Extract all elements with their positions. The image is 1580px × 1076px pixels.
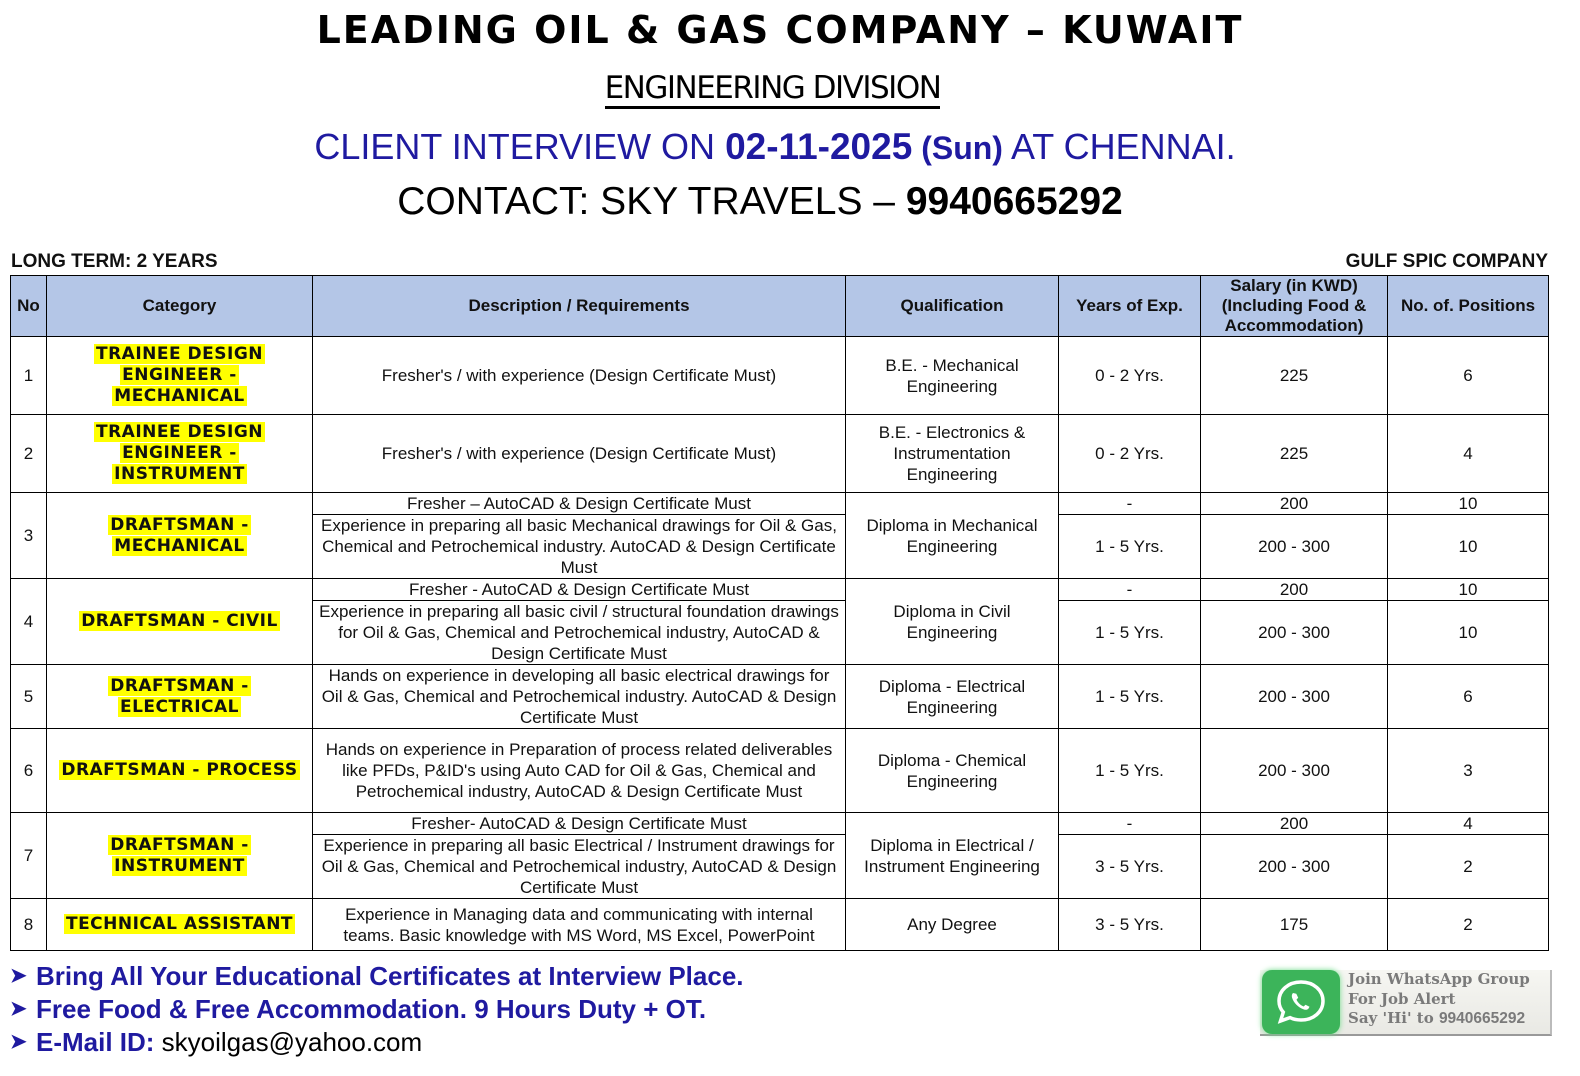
interview-date: 02-11-2025: [725, 126, 913, 167]
interview-day: (Sun): [912, 130, 1003, 166]
whatsapp-say-hi: Say 'Hi' to: [1348, 1009, 1439, 1027]
category-highlight: TRAINEE DESIGN ENGINEER - INSTRUMENT: [95, 422, 263, 484]
cell-experience-fresher: -: [1059, 493, 1201, 515]
cell-no: 2: [11, 415, 47, 493]
whatsapp-line2: For Job Alert: [1348, 989, 1456, 1008]
category-highlight: DRAFTSMAN - PROCESS: [61, 760, 298, 780]
cell-experience: 1 - 5 Yrs.: [1059, 729, 1201, 813]
division-heading: [0, 70, 1545, 109]
interview-prefix: CLIENT INTERVIEW ON: [314, 126, 726, 167]
cell-no: 8: [11, 899, 47, 951]
cell-experience: 0 - 2 Yrs.: [1059, 337, 1201, 415]
note-text: Free Food & Free Accommodation. 9 Hours Duty + OT.: [36, 994, 707, 1024]
cell-no: 4: [11, 579, 47, 665]
whatsapp-icon: [1262, 970, 1340, 1034]
cell-qualification: Diploma in Electrical / Instrument Engineering: [846, 813, 1059, 899]
interview-line: [0, 126, 1550, 168]
cell-positions-fresher: 10: [1388, 493, 1549, 515]
cell-salary-fresher: 200: [1201, 493, 1388, 515]
cell-no: 3: [11, 493, 47, 579]
email-label: E-Mail ID:: [36, 1027, 162, 1057]
whatsapp-number: 9940665292: [1438, 1010, 1526, 1027]
category-highlight: TRAINEE DESIGN ENGINEER - MECHANICAL: [95, 344, 263, 406]
cell-description-fresher: Fresher- AutoCAD & Design Certificate Must: [313, 813, 846, 835]
note-email: [10, 1026, 744, 1059]
cell-category: [47, 337, 313, 415]
cell-positions: 6: [1388, 665, 1549, 729]
category-highlight: TECHNICAL ASSISTANT: [65, 914, 294, 934]
col-header-category: Category: [47, 276, 313, 337]
cell-qualification: Diploma in Civil Engineering: [846, 579, 1059, 665]
cell-qualification: Diploma - Electrical Engineering: [846, 665, 1059, 729]
contract-term: LONG TERM: 2 YEARS: [11, 251, 218, 272]
cell-positions: 2: [1388, 899, 1549, 951]
cell-no: 7: [11, 813, 47, 899]
col-header-experience: Years of Exp.: [1059, 276, 1201, 337]
cell-qualification: B.E. - Electronics & Instrumentation Engineering: [846, 415, 1059, 493]
cell-experience: 3 - 5 Yrs.: [1059, 899, 1201, 951]
col-header-description: Description / Requirements: [313, 276, 846, 337]
page-title: LEADING OIL & GAS COMPANY – KUWAIT: [316, 8, 1244, 52]
cell-qualification: Diploma in Mechanical Engineering: [846, 493, 1059, 579]
cell-category: [47, 665, 313, 729]
email-address[interactable]: skyoilgas@yahoo.com: [161, 1027, 423, 1057]
cell-salary: 175: [1201, 899, 1388, 951]
whatsapp-line1: Join WhatsApp Group: [1348, 970, 1530, 988]
cell-category: [47, 899, 313, 951]
whatsapp-text: [1348, 970, 1530, 1029]
cell-salary: 225: [1201, 337, 1388, 415]
table-row: [11, 337, 1549, 415]
company-name: GULF SPIC COMPANY: [1345, 251, 1548, 272]
table-row: [11, 415, 1549, 493]
category-highlight: DRAFTSMAN - MECHANICAL: [110, 514, 249, 556]
cell-category: [47, 813, 313, 899]
cell-positions-experienced: 10: [1388, 515, 1549, 579]
whatsapp-banner[interactable]: [1260, 970, 1552, 1036]
arrow-right-icon: ➤: [10, 998, 27, 1020]
contact-line: [0, 180, 1520, 224]
cell-positions-experienced: 2: [1388, 835, 1549, 899]
table-row: [11, 729, 1549, 813]
category-highlight: DRAFTSMAN - CIVIL: [81, 611, 278, 631]
arrow-right-icon: ➤: [10, 965, 27, 987]
interview-suffix: AT CHENNAI.: [1002, 126, 1236, 167]
table-row: [11, 665, 1549, 729]
table-row: [11, 899, 1549, 951]
cell-description-experienced: Experience in preparing all basic civil / structural foundation drawings for Oil & Gas, Chemical and Petrochemical industry, AutoCAD & Design Certificate Must: [313, 601, 846, 665]
cell-no: 6: [11, 729, 47, 813]
col-header-no: No: [11, 276, 47, 337]
cell-description: Hands on experience in developing all basic electrical drawings for Oil & Gas, Chemical and Petrochemical industry. AutoCAD & Design Certificate Must: [313, 665, 846, 729]
jobs-table: [10, 275, 1549, 951]
cell-qualification: Any Degree: [846, 899, 1059, 951]
cell-positions: 3: [1388, 729, 1549, 813]
cell-experience-experienced: 3 - 5 Yrs.: [1059, 835, 1201, 899]
cell-salary-experienced: 200 - 300: [1201, 515, 1388, 579]
cell-experience-fresher: -: [1059, 579, 1201, 601]
whatsapp-line3: [1348, 1009, 1530, 1029]
table-row: [11, 813, 1549, 835]
cell-description-fresher: Fresher - AutoCAD & Design Certificate Must: [313, 579, 846, 601]
cell-salary: 200 - 300: [1201, 729, 1388, 813]
cell-description: Fresher's / with experience (Design Certificate Must): [313, 337, 846, 415]
category-highlight: DRAFTSMAN - ELECTRICAL: [110, 675, 249, 717]
cell-positions-fresher: 10: [1388, 579, 1549, 601]
cell-salary-fresher: 200: [1201, 579, 1388, 601]
cell-description-experienced: Experience in preparing all basic Mechanical drawings for Oil & Gas, Chemical and Petrochemical industry. AutoCAD & Design Certificate Must: [313, 515, 846, 579]
cell-description: Experience in Managing data and communicating with internal teams. Basic knowledge with MS Word, MS Excel, PowerPoint: [313, 899, 846, 951]
cell-category: [47, 415, 313, 493]
col-header-positions: No. of. Positions: [1388, 276, 1549, 337]
note-benefits: [10, 993, 744, 1026]
cell-salary-experienced: 200 - 300: [1201, 835, 1388, 899]
cell-description: Fresher's / with experience (Design Certificate Must): [313, 415, 846, 493]
cell-positions-fresher: 4: [1388, 813, 1549, 835]
cell-no: 5: [11, 665, 47, 729]
table-row: [11, 579, 1549, 601]
cell-positions-experienced: 10: [1388, 601, 1549, 665]
col-header-qualification: Qualification: [846, 276, 1059, 337]
cell-experience-fresher: -: [1059, 813, 1201, 835]
cell-experience-experienced: 1 - 5 Yrs.: [1059, 515, 1201, 579]
col-header-salary: Salary (in KWD) (Including Food & Accommodation): [1201, 276, 1388, 337]
contact-prefix: CONTACT: SKY TRAVELS –: [397, 180, 906, 223]
cell-category: [47, 729, 313, 813]
cell-qualification: B.E. - Mechanical Engineering: [846, 337, 1059, 415]
cell-experience: 1 - 5 Yrs.: [1059, 665, 1201, 729]
cell-salary-fresher: 200: [1201, 813, 1388, 835]
cell-salary: 225: [1201, 415, 1388, 493]
cell-qualification: Diploma - Chemical Engineering: [846, 729, 1059, 813]
cell-description-experienced: Experience in preparing all basic Electrical / Instrument drawings for Oil & Gas, Chemical and Petrochemical industry, AutoCAD & Design Certificate Must: [313, 835, 846, 899]
cell-description-fresher: Fresher – AutoCAD & Design Certificate Must: [313, 493, 846, 515]
note-text: Bring All Your Educational Certificates at Interview Place.: [36, 961, 744, 991]
contact-phone: 9940665292: [905, 180, 1123, 223]
table-header-row: [11, 276, 1549, 337]
category-highlight: DRAFTSMAN - INSTRUMENT: [110, 834, 249, 876]
division-text: ENGINEERING DIVISION: [605, 70, 941, 109]
note-certificates: [10, 960, 744, 993]
cell-experience-experienced: 1 - 5 Yrs.: [1059, 601, 1201, 665]
cell-positions: 6: [1388, 337, 1549, 415]
cell-experience: 0 - 2 Yrs.: [1059, 415, 1201, 493]
cell-positions: 4: [1388, 415, 1549, 493]
cell-no: 1: [11, 337, 47, 415]
cell-salary-experienced: 200 - 300: [1201, 601, 1388, 665]
arrow-right-icon: ➤: [10, 1031, 27, 1053]
cell-description: Hands on experience in Preparation of process related deliverables like PFDs, P&ID's using Auto CAD for Oil & Gas, Chemical and Petrochemical industry, AutoCAD & Design Certificate Must: [313, 729, 846, 813]
cell-category: [47, 493, 313, 579]
table-row: [11, 493, 1549, 515]
footer-notes: [10, 960, 744, 1059]
cell-salary: 200 - 300: [1201, 665, 1388, 729]
cell-category: [47, 579, 313, 665]
